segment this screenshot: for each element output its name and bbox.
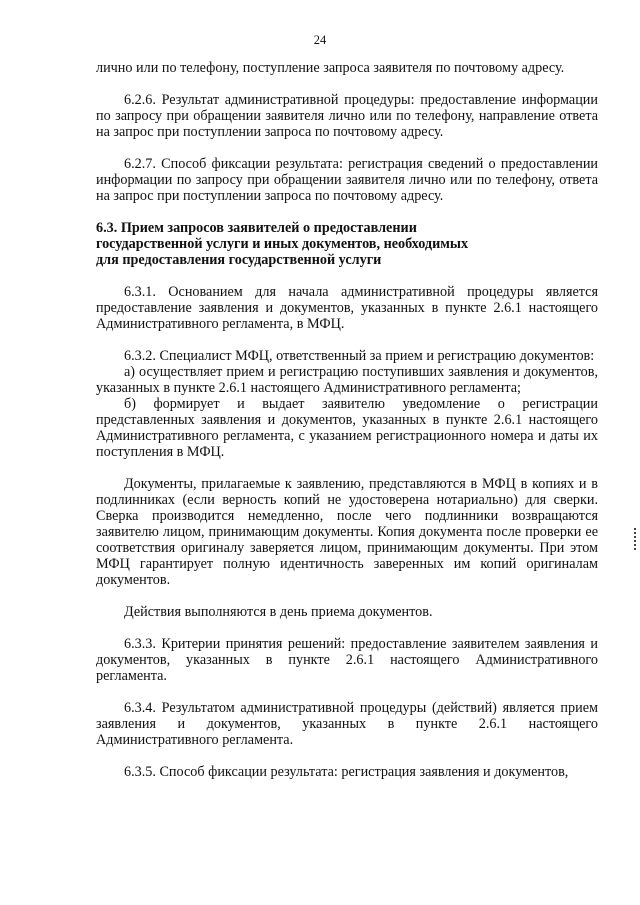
paragraph-6-3-4: 6.3.4. Результатом административной процедуры (действий) является прием заявления и документов, указанных в пункте 2.6.1 настоящего Административного регламента.	[96, 700, 598, 748]
paragraph-6-3-1: 6.3.1. Основанием для начала административной процедуры является предоставление заявления и документов, указанных в пункте 2.6.1 настоящего Административного регламента, в МФЦ.	[96, 284, 598, 332]
paragraph-continuation: лично или по телефону, поступление запроса заявителя по почтовому адресу.	[96, 60, 565, 76]
page-number: 24	[313, 33, 327, 47]
paragraph-6-3-3: 6.3.3. Критерии принятия решений: предоставление заявителем заявления и документов, указанных в пункте 2.6.1 настоящего Административного регламента.	[96, 636, 598, 684]
document-body	[96, 60, 598, 780]
scan-edge-mark	[634, 528, 638, 550]
paragraph-same-day: Действия выполняются в день приема документов.	[124, 604, 433, 620]
paragraph-documents: Документы, прилагаемые к заявлению, представляются в МФЦ в копиях и в подлинниках (если верность копий не удостоверена нотариально) для сверки. Сверка производится немедленно, после чего подлинники возвращаются заявителю лицом, принимающим документы. Копия документа после проверки ее соответствия оригиналу заверяется лицом, принимающим документы. При этом МФЦ гарантирует полную идентичность заверенных им копий оригиналам документов.	[96, 476, 598, 588]
heading-line-3: для предоставления государственной услуги	[96, 252, 382, 268]
heading-line-2: государственной услуги и иных документов, необходимых	[96, 236, 469, 252]
paragraph-6-3-2: 6.3.2. Специалист МФЦ, ответственный за прием и регистрацию документов:	[124, 348, 595, 364]
paragraph-6-2-6: 6.2.6. Результат административной процедуры: предоставление информации по запросу при обращении заявителя лично или по телефону, направление ответа на запрос при поступлении запроса по почтовому адресу.	[96, 92, 598, 140]
paragraph-6-3-2-b: б) формирует и выдает заявителю уведомление о регистрации представленных заявления и документов, указанных в пункте 2.6.1 настоящего Административного регламента, с указанием регистрационного номера и даты их поступления в МФЦ.	[96, 396, 598, 460]
paragraph-6-2-7: 6.2.7. Способ фиксации результата: регистрация сведений о предоставлении информации по запросу при обращении заявителя лично или по телефону, ответа на запрос при поступлении запроса по почтовому адресу.	[96, 156, 598, 204]
section-heading-6-3	[96, 220, 598, 268]
paragraph-6-3-2-a: а) осуществляет прием и регистрацию поступивших заявления и документов, указанных в пункте 2.6.1 настоящего Административного регламента;	[96, 364, 598, 396]
paragraph-6-3-5: 6.3.5. Способ фиксации результата: регистрация заявления и документов,	[124, 764, 569, 780]
heading-line-1: 6.3. Прием запросов заявителей о предоставлении	[96, 220, 417, 236]
